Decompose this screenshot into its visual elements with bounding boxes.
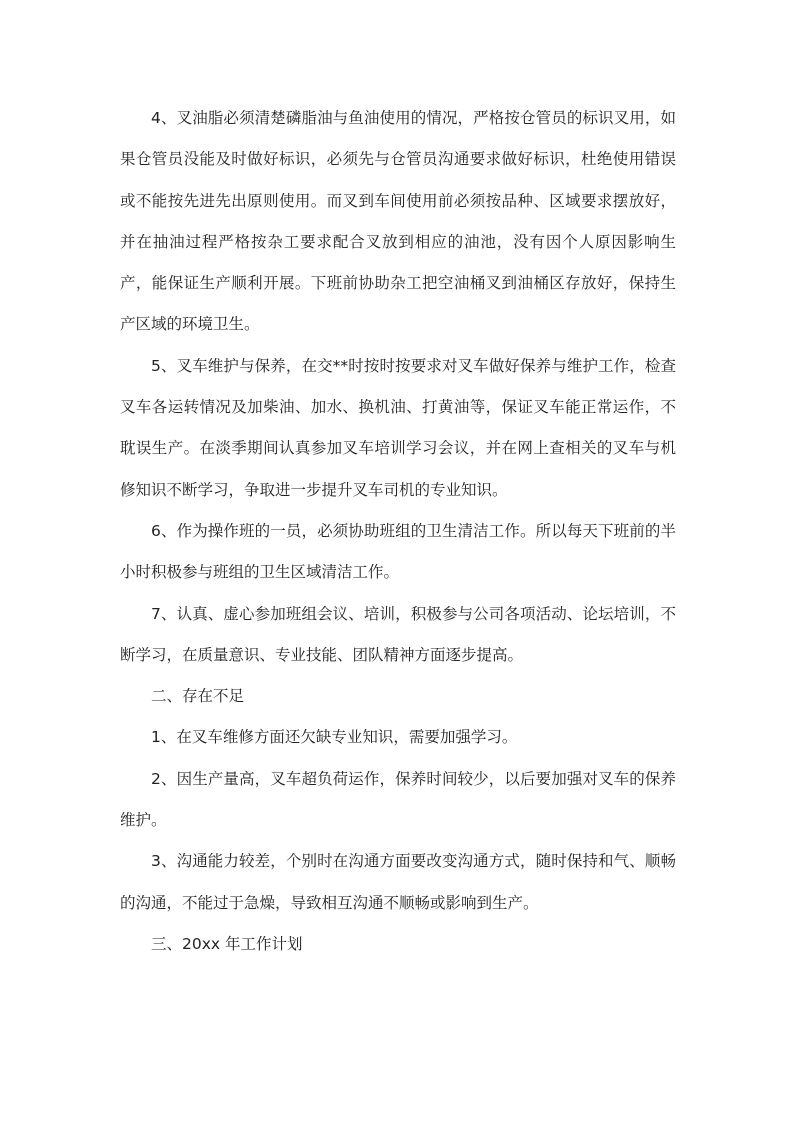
paragraph-item-5: 5、叉车维护与保养，在交**时按时按要求对叉车做好保养与维护工作，检查叉车各运转情况及加柴油、加水、换机油、打黄油等，保证叉车能正常运作，不耽误生产。在淡季期间认真参加叉车培训学习会议，并在网上查相关的叉车与机修知识不断学习，争取进一步提升叉车司机的专业知识。 [120,356,676,499]
document-body [120,98,676,965]
shortcoming-item-2: 2、因生产量高，叉车超负荷运作，保养时间较少，以后要加强对叉车的保养维护。 [120,769,676,830]
paragraph-item-7: 7、认真、虚心参加班组会议、培训，积极参与公司各项活动、论坛培训，不断学习，在质量意识、专业技能、团队精神方面逐步提高。 [120,604,676,664]
paragraph-item-4: 4、叉油脂必须清楚磷脂油与鱼油使用的情况，严格按仓管员的标识叉用，如果仓管员没能及时做好标识，必须先与仓管员沟通要求做好标识，杜绝使用错误或不能按先进先出原则使用。而叉到车间使用前必须按品种、区域要求摆放好，并在抽油过程严格按杂工要求配合叉放到相应的油池，没有因个人原因影响生产，能保证生产顺利开展。下班前协助杂工把空油桶叉到油桶区存放好，保持生产区域的环境卫生。 [120,109,676,334]
shortcoming-item-1: 1、在叉车维修方面还欠缺专业知识，需要加强学习。 [151,728,518,747]
section-heading-work-plan: 三、20xx 年工作计划 [151,934,303,953]
shortcoming-item-3: 3、沟通能力较差，个别时在沟通方面要改变沟通方式，随时保持和气、顺畅的沟通，不能过于急燥，导致相互沟通不顺畅或影响到生产。 [120,852,676,912]
section-heading-shortcomings: 二、存在不足 [151,687,245,706]
paragraph-item-6: 6、作为操作班的一员，必须协助班组的卫生清洁工作。所以每天下班前的半小时积极参与班组的卫生区域清洁工作。 [120,521,676,582]
